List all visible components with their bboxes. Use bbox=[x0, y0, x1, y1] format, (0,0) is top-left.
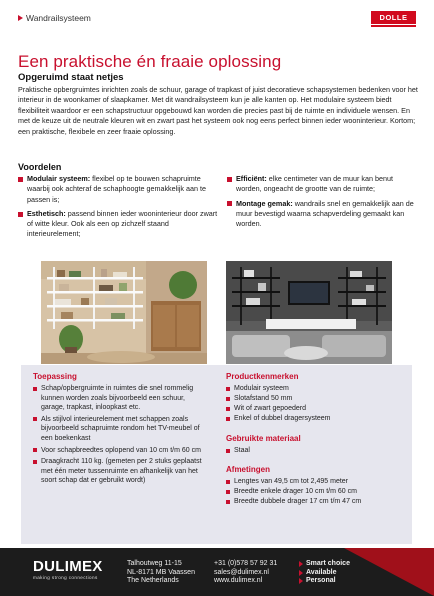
black-shelving-illustration bbox=[226, 261, 392, 364]
feature-item bbox=[226, 404, 406, 414]
advantage-text: passend binnen ieder wooninterieur door zwart of witte kleur. Ook als een op zichzelf staand interieurelement; bbox=[27, 208, 218, 239]
feature-item-text: Slotafstand 50 mm bbox=[234, 395, 293, 403]
square-bullet-icon bbox=[18, 177, 23, 182]
usage-item-text: Voor schapbreedtes oplopend van 10 cm t/m 60 cm bbox=[41, 446, 201, 454]
usage-item bbox=[33, 384, 208, 413]
white-shelving-illustration bbox=[41, 261, 207, 364]
address-line: Talhoutweg 11-15 bbox=[127, 560, 182, 567]
dolle-logo-text: DOLLE bbox=[371, 11, 416, 24]
breadcrumb-label: Wandrailsysteem bbox=[26, 13, 91, 23]
dimension-item-text: Lengtes van 49,5 cm tot 2,495 meter bbox=[234, 478, 349, 485]
advantage-text: wandrails snel en gemakkelijk aan de muur bevestigd waarna schapverdeling gemaakt kan worden. bbox=[236, 198, 414, 229]
dimensions-list bbox=[226, 477, 411, 507]
dimension-item-text: Breedte enkele drager 10 cm t/m 60 cm bbox=[234, 488, 357, 496]
email-link[interactable]: sales@dulimex.nl bbox=[214, 568, 269, 576]
address-line: NL-8171 MB Vaassen bbox=[127, 568, 195, 576]
square-bullet-icon bbox=[33, 448, 37, 452]
advantages-left-column bbox=[18, 174, 223, 244]
black-shelving-photo bbox=[226, 261, 392, 364]
footer bbox=[0, 548, 434, 596]
usage-item bbox=[33, 457, 208, 486]
usage-item-text: Draagkracht 110 kg. (gemeten per 2 stuks geplaatst met één meter tussenruimte en afhankelijk van het soort schap dat er gebruikt wordt) bbox=[41, 458, 202, 485]
dimensions-heading: Afmetingen bbox=[226, 465, 270, 474]
feature-item bbox=[226, 384, 406, 394]
square-bullet-icon bbox=[226, 407, 230, 411]
usage-item bbox=[33, 415, 208, 444]
dimension-item bbox=[226, 487, 411, 497]
dimension-item bbox=[226, 497, 411, 507]
material-heading: Gebruikte materiaal bbox=[226, 434, 301, 443]
page-subtitle: Opgeruimd staat netjes bbox=[18, 72, 124, 83]
advantage-item bbox=[18, 209, 223, 240]
logo-underline bbox=[371, 25, 416, 27]
footer-address bbox=[127, 560, 195, 586]
dimension-item bbox=[226, 477, 411, 487]
footer-contact bbox=[214, 560, 277, 586]
material-item-text: Staal bbox=[234, 447, 250, 454]
square-bullet-icon bbox=[226, 449, 230, 453]
dulimex-tagline: making strong connections bbox=[33, 575, 98, 580]
advantage-text: flexibel op te bouwen schapruimte waarbij ook achteraf de schaphoogte gemakkelijk aan te passen is; bbox=[27, 174, 206, 204]
highlight-item bbox=[299, 560, 350, 569]
square-bullet-icon bbox=[226, 500, 230, 504]
phone-number[interactable]: +31 (0)578 57 92 31 bbox=[214, 560, 278, 567]
feature-item-text: Enkel of dubbel dragersysteem bbox=[234, 415, 331, 423]
advantages-right-column bbox=[227, 174, 417, 233]
square-bullet-icon bbox=[226, 480, 230, 484]
highlight-text: Available bbox=[306, 568, 337, 576]
dulimex-logo: DULIMEX bbox=[33, 558, 103, 575]
breadcrumb[interactable] bbox=[18, 13, 91, 23]
square-bullet-icon bbox=[226, 397, 230, 401]
square-bullet-icon bbox=[33, 417, 37, 421]
white-shelving-photo bbox=[41, 261, 207, 364]
features-list bbox=[226, 384, 406, 424]
square-bullet-icon bbox=[226, 387, 230, 391]
advantage-term: Efficiënt: bbox=[236, 174, 267, 183]
feature-item bbox=[226, 394, 406, 404]
square-bullet-icon bbox=[18, 212, 23, 217]
intro-paragraph: Praktische opbergruimtes inrichten zoals de schuur, garage of trapkast of juist decoratieve schapsystemen bedenken voor het interieur in de woonkamer of slaapkamer. Met dit wandrailsysteem kun je alle kanten op. Het modulaire systeem biedt flexibiliteit waardoor er een schapstructuur opgebouwd kan worden die precies past bij de ruimte en individuele wensen. En met de keuze uit de neutrale kleuren wit en zwart past het systeem ook nog eens perfect binnen ieder wooninterieur. Kortom; een praktische, flexibele en zeer fraaie oplossing. bbox=[18, 85, 418, 136]
arrow-right-icon bbox=[299, 561, 303, 567]
advantage-term: Montage gemak: bbox=[236, 198, 293, 208]
advantage-item bbox=[18, 174, 223, 205]
feature-item bbox=[226, 414, 406, 424]
feature-item-text: Wit of zwart gepoederd bbox=[234, 405, 306, 413]
dolle-logo bbox=[371, 11, 416, 27]
dimension-item-text: Breedte dubbele drager 17 cm t/m 47 cm bbox=[234, 498, 362, 506]
arrow-right-icon bbox=[299, 570, 303, 576]
footer-corner-accent bbox=[344, 548, 434, 596]
highlight-text: Smart choice bbox=[306, 560, 350, 567]
usage-item-text: Schap/opbergruimte in ruimtes die snel rommelig kunnen worden zoals bijvoorbeeld een schuur, garage, trapkast, inloopkast etc. bbox=[41, 385, 194, 412]
features-heading: Productkenmerken bbox=[226, 372, 299, 381]
square-bullet-icon bbox=[33, 387, 37, 391]
advantage-term: Modulair systeem: bbox=[27, 174, 91, 183]
usage-heading: Toepassing bbox=[33, 372, 77, 381]
arrow-right-icon bbox=[18, 15, 23, 21]
highlight-text: Personal bbox=[306, 577, 336, 585]
advantage-item bbox=[227, 199, 417, 230]
square-bullet-icon bbox=[33, 460, 37, 464]
feature-item-text: Modulair systeem bbox=[234, 385, 289, 392]
square-bullet-icon bbox=[227, 177, 232, 182]
highlight-item bbox=[299, 569, 350, 578]
square-bullet-icon bbox=[227, 201, 232, 206]
website-link[interactable]: www.dulimex.nl bbox=[214, 577, 263, 585]
advantages-heading: Voordelen bbox=[18, 162, 62, 172]
footer-highlights bbox=[299, 560, 350, 586]
arrow-right-icon bbox=[299, 578, 303, 584]
material-item bbox=[226, 446, 406, 456]
square-bullet-icon bbox=[226, 490, 230, 494]
square-bullet-icon bbox=[226, 417, 230, 421]
address-line: The Netherlands bbox=[127, 577, 179, 585]
page-title: Een praktische én fraaie oplossing bbox=[18, 52, 282, 71]
usage-item-text: Als stijlvol interieurelement met schappen zoals bijvoorbeeld schapruimte rondom het TV-meubel of een boekenkast bbox=[41, 415, 200, 442]
highlight-item bbox=[299, 577, 350, 586]
advantage-item bbox=[227, 174, 417, 195]
advantage-term: Esthetisch: bbox=[27, 208, 66, 218]
advantage-text: elke centimeter van de muur kan benut worden, ongeacht de grootte van de ruimte; bbox=[236, 174, 394, 194]
material-list bbox=[226, 446, 406, 456]
usage-list bbox=[33, 384, 208, 488]
usage-item bbox=[33, 446, 208, 456]
